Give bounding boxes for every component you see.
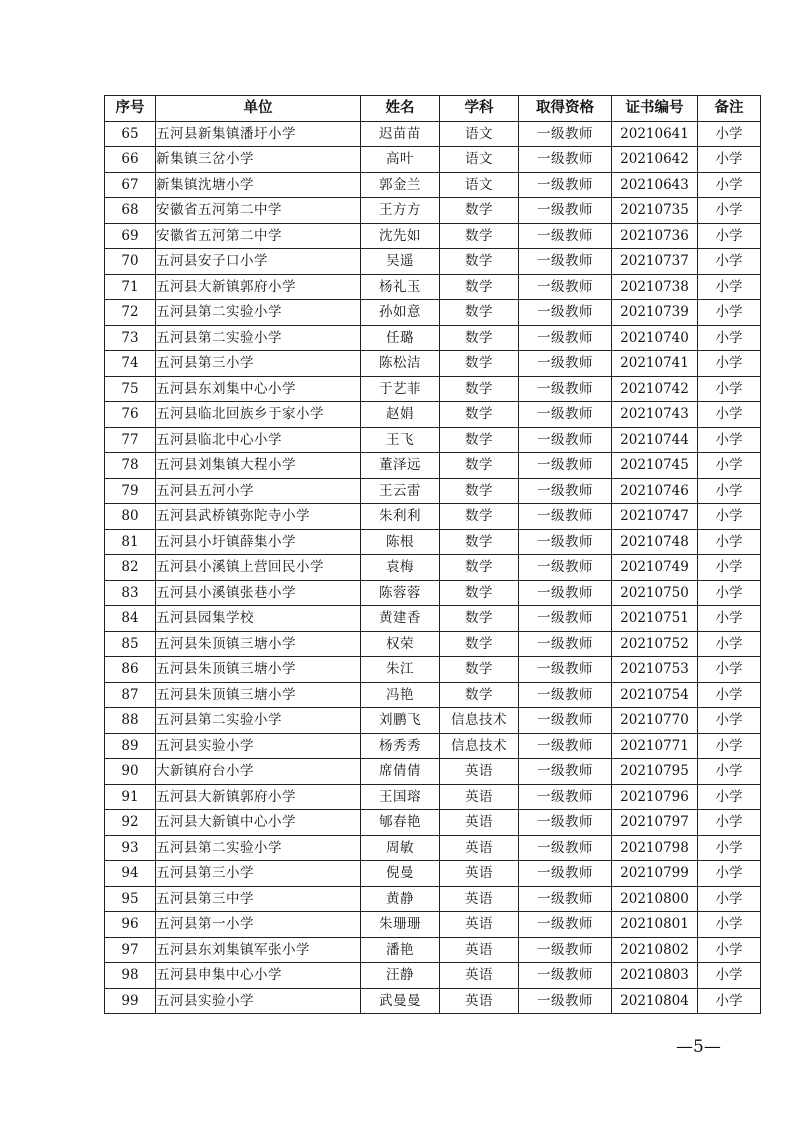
cell-remark: 小学 [698,121,761,147]
cell-seq: 66 [105,147,156,173]
cell-seq: 90 [105,759,156,785]
cell-remark: 小学 [698,172,761,198]
cell-seq: 91 [105,784,156,810]
cell-name: 王云雷 [361,478,440,504]
cell-remark: 小学 [698,733,761,759]
cell-name: 倪曼 [361,861,440,887]
cell-certificate-no: 20210754 [612,682,698,708]
cell-remark: 小学 [698,988,761,1014]
cell-unit: 五河县大新镇郭府小学 [156,274,361,300]
cell-subject: 语文 [440,172,519,198]
cell-certificate-no: 20210737 [612,249,698,275]
cell-remark: 小学 [698,886,761,912]
cell-qualification: 一级教师 [519,249,612,275]
cell-unit: 五河县第二实验小学 [156,835,361,861]
table-row [105,478,761,504]
cell-name: 迟苗苗 [361,121,440,147]
cell-seq: 97 [105,937,156,963]
cell-name: 周敏 [361,835,440,861]
header-row [105,96,761,122]
cell-qualification: 一级教师 [519,861,612,887]
cell-qualification: 一级教师 [519,682,612,708]
cell-subject: 英语 [440,963,519,989]
cell-subject: 数学 [440,300,519,326]
cell-remark: 小学 [698,427,761,453]
cell-seq: 79 [105,478,156,504]
cell-name: 王国瑢 [361,784,440,810]
cell-name: 汪静 [361,963,440,989]
cell-qualification: 一级教师 [519,300,612,326]
cell-unit: 五河县朱顶镇三塘小学 [156,631,361,657]
cell-subject: 数学 [440,453,519,479]
cell-unit: 五河县申集中心小学 [156,963,361,989]
cell-subject: 数学 [440,657,519,683]
cell-seq: 86 [105,657,156,683]
cell-certificate-no: 20210738 [612,274,698,300]
cell-certificate-no: 20210803 [612,963,698,989]
cell-certificate-no: 20210741 [612,351,698,377]
cell-remark: 小学 [698,912,761,938]
cell-unit: 大新镇府台小学 [156,759,361,785]
table-row [105,937,761,963]
cell-remark: 小学 [698,784,761,810]
cell-qualification: 一级教师 [519,351,612,377]
cell-subject: 英语 [440,759,519,785]
cell-unit: 五河县小溪镇张巷小学 [156,580,361,606]
cell-name: 黄静 [361,886,440,912]
cell-seq: 81 [105,529,156,555]
cell-seq: 87 [105,682,156,708]
cell-remark: 小学 [698,376,761,402]
cell-subject: 语文 [440,147,519,173]
cell-qualification: 一级教师 [519,376,612,402]
cell-seq: 71 [105,274,156,300]
cell-unit: 五河县新集镇潘圩小学 [156,121,361,147]
cell-seq: 98 [105,963,156,989]
cell-seq: 80 [105,504,156,530]
table-row [105,172,761,198]
cell-subject: 数学 [440,682,519,708]
page-number: —5— [676,1037,721,1057]
cell-certificate-no: 20210797 [612,810,698,836]
cell-qualification: 一级教师 [519,631,612,657]
cell-unit: 五河县大新镇中心小学 [156,810,361,836]
cell-seq: 95 [105,886,156,912]
cell-remark: 小学 [698,198,761,224]
cell-seq: 96 [105,912,156,938]
cell-remark: 小学 [698,861,761,887]
cell-remark: 小学 [698,835,761,861]
header-qualification: 取得资格 [519,96,612,122]
cell-qualification: 一级教师 [519,504,612,530]
cell-qualification: 一级教师 [519,708,612,734]
table-row [105,249,761,275]
cell-subject: 数学 [440,427,519,453]
cell-subject: 数学 [440,376,519,402]
cell-subject: 数学 [440,351,519,377]
cell-name: 冯艳 [361,682,440,708]
table-row [105,223,761,249]
cell-subject: 数学 [440,198,519,224]
cell-seq: 82 [105,555,156,581]
cell-subject: 数学 [440,402,519,428]
cell-seq: 89 [105,733,156,759]
cell-seq: 93 [105,835,156,861]
cell-certificate-no: 20210746 [612,478,698,504]
cell-name: 杨秀秀 [361,733,440,759]
cell-subject: 英语 [440,810,519,836]
cell-remark: 小学 [698,759,761,785]
cell-name: 吴遥 [361,249,440,275]
cell-name: 王飞 [361,427,440,453]
cell-seq: 65 [105,121,156,147]
cell-qualification: 一级教师 [519,223,612,249]
cell-seq: 92 [105,810,156,836]
header-name: 姓名 [361,96,440,122]
cell-name: 刘鹏飞 [361,708,440,734]
cell-unit: 新集镇沈塘小学 [156,172,361,198]
cell-unit: 五河县大新镇郭府小学 [156,784,361,810]
cell-name: 潘艳 [361,937,440,963]
cell-qualification: 一级教师 [519,963,612,989]
cell-subject: 英语 [440,784,519,810]
cell-certificate-no: 20210753 [612,657,698,683]
cell-unit: 五河县小圩镇薛集小学 [156,529,361,555]
cell-name: 袁梅 [361,555,440,581]
table-row [105,402,761,428]
cell-name: 席倩倩 [361,759,440,785]
cell-unit: 五河县第三中学 [156,886,361,912]
table-row [105,376,761,402]
cell-certificate-no: 20210735 [612,198,698,224]
cell-name: 朱珊珊 [361,912,440,938]
cell-qualification: 一级教师 [519,886,612,912]
cell-certificate-no: 20210642 [612,147,698,173]
cell-certificate-no: 20210804 [612,988,698,1014]
cell-remark: 小学 [698,937,761,963]
table-row [105,606,761,632]
cell-qualification: 一级教师 [519,274,612,300]
cell-name: 陈松洁 [361,351,440,377]
cell-certificate-no: 20210798 [612,835,698,861]
cell-seq: 75 [105,376,156,402]
cell-certificate-no: 20210643 [612,172,698,198]
table-row [105,759,761,785]
cell-subject: 数学 [440,580,519,606]
cell-subject: 信息技术 [440,733,519,759]
cell-certificate-no: 20210796 [612,784,698,810]
cell-unit: 五河县实验小学 [156,733,361,759]
cell-qualification: 一级教师 [519,810,612,836]
cell-remark: 小学 [698,504,761,530]
cell-certificate-no: 20210744 [612,427,698,453]
cell-unit: 五河县第三小学 [156,861,361,887]
teacher-roster-table [104,95,761,1014]
cell-unit: 五河县朱顶镇三塘小学 [156,657,361,683]
table-row [105,274,761,300]
cell-qualification: 一级教师 [519,172,612,198]
table-row [105,555,761,581]
cell-certificate-no: 20210748 [612,529,698,555]
cell-name: 郭金兰 [361,172,440,198]
cell-certificate-no: 20210742 [612,376,698,402]
cell-unit: 新集镇三岔小学 [156,147,361,173]
cell-certificate-no: 20210749 [612,555,698,581]
cell-seq: 72 [105,300,156,326]
cell-qualification: 一级教师 [519,453,612,479]
cell-certificate-no: 20210641 [612,121,698,147]
cell-unit: 五河县朱顶镇三塘小学 [156,682,361,708]
cell-unit: 五河县第二实验小学 [156,708,361,734]
cell-remark: 小学 [698,606,761,632]
cell-seq: 70 [105,249,156,275]
cell-certificate-no: 20210736 [612,223,698,249]
cell-remark: 小学 [698,708,761,734]
cell-qualification: 一级教师 [519,478,612,504]
cell-remark: 小学 [698,223,761,249]
cell-seq: 78 [105,453,156,479]
cell-remark: 小学 [698,478,761,504]
cell-certificate-no: 20210745 [612,453,698,479]
cell-remark: 小学 [698,963,761,989]
cell-unit: 五河县实验小学 [156,988,361,1014]
cell-remark: 小学 [698,402,761,428]
table-row [105,325,761,351]
cell-subject: 英语 [440,988,519,1014]
cell-remark: 小学 [698,810,761,836]
cell-remark: 小学 [698,300,761,326]
table-row [105,861,761,887]
cell-qualification: 一级教师 [519,555,612,581]
table-row [105,835,761,861]
cell-certificate-no: 20210740 [612,325,698,351]
cell-remark: 小学 [698,555,761,581]
cell-subject: 语文 [440,121,519,147]
header-remark: 备注 [698,96,761,122]
cell-qualification: 一级教师 [519,937,612,963]
cell-unit: 五河县第二实验小学 [156,300,361,326]
cell-seq: 88 [105,708,156,734]
header-unit: 单位 [156,96,361,122]
cell-remark: 小学 [698,351,761,377]
cell-seq: 73 [105,325,156,351]
cell-certificate-no: 20210795 [612,759,698,785]
cell-qualification: 一级教师 [519,733,612,759]
cell-name: 于艺菲 [361,376,440,402]
cell-remark: 小学 [698,631,761,657]
table-row [105,300,761,326]
cell-remark: 小学 [698,657,761,683]
cell-qualification: 一级教师 [519,198,612,224]
cell-remark: 小学 [698,249,761,275]
cell-name: 沈先如 [361,223,440,249]
cell-seq: 67 [105,172,156,198]
header-certificate-no: 证书编号 [612,96,698,122]
header-seq: 序号 [105,96,156,122]
cell-qualification: 一级教师 [519,580,612,606]
cell-subject: 英语 [440,886,519,912]
cell-certificate-no: 20210752 [612,631,698,657]
cell-certificate-no: 20210743 [612,402,698,428]
cell-name: 王方方 [361,198,440,224]
cell-subject: 数学 [440,223,519,249]
cell-subject: 数学 [440,631,519,657]
cell-qualification: 一级教师 [519,784,612,810]
table-row [105,529,761,555]
table-row [105,912,761,938]
cell-unit: 五河县第一小学 [156,912,361,938]
cell-qualification: 一级教师 [519,657,612,683]
cell-qualification: 一级教师 [519,147,612,173]
table-row [105,810,761,836]
cell-unit: 五河县第三小学 [156,351,361,377]
table-row [105,427,761,453]
cell-unit: 五河县小溪镇上营回民小学 [156,555,361,581]
cell-unit: 五河县园集学校 [156,606,361,632]
cell-subject: 英语 [440,835,519,861]
cell-seq: 84 [105,606,156,632]
cell-certificate-no: 20210751 [612,606,698,632]
cell-name: 孙如意 [361,300,440,326]
table-body [105,121,761,1014]
cell-name: 任璐 [361,325,440,351]
cell-subject: 数学 [440,504,519,530]
cell-certificate-no: 20210802 [612,937,698,963]
table-row [105,784,761,810]
cell-subject: 数学 [440,606,519,632]
cell-subject: 数学 [440,478,519,504]
cell-certificate-no: 20210750 [612,580,698,606]
header-subject: 学科 [440,96,519,122]
cell-unit: 五河县刘集镇大程小学 [156,453,361,479]
table-row [105,580,761,606]
cell-seq: 94 [105,861,156,887]
cell-seq: 85 [105,631,156,657]
table-row [105,963,761,989]
cell-subject: 数学 [440,249,519,275]
cell-name: 朱江 [361,657,440,683]
table-row [105,733,761,759]
cell-seq: 83 [105,580,156,606]
cell-remark: 小学 [698,529,761,555]
table-row [105,682,761,708]
cell-seq: 69 [105,223,156,249]
table-row [105,657,761,683]
cell-subject: 数学 [440,274,519,300]
cell-certificate-no: 20210799 [612,861,698,887]
cell-unit: 五河县五河小学 [156,478,361,504]
cell-qualification: 一级教师 [519,427,612,453]
cell-name: 陈根 [361,529,440,555]
table-row [105,988,761,1014]
cell-seq: 74 [105,351,156,377]
cell-subject: 数学 [440,529,519,555]
cell-remark: 小学 [698,580,761,606]
cell-qualification: 一级教师 [519,529,612,555]
cell-subject: 英语 [440,937,519,963]
cell-remark: 小学 [698,325,761,351]
cell-unit: 安徽省五河第二中学 [156,198,361,224]
table-row [105,504,761,530]
cell-name: 武曼曼 [361,988,440,1014]
cell-seq: 99 [105,988,156,1014]
cell-seq: 76 [105,402,156,428]
cell-seq: 77 [105,427,156,453]
cell-qualification: 一级教师 [519,988,612,1014]
table-row [105,147,761,173]
cell-certificate-no: 20210770 [612,708,698,734]
cell-name: 陈蓉蓉 [361,580,440,606]
table-row [105,886,761,912]
cell-qualification: 一级教师 [519,912,612,938]
cell-certificate-no: 20210747 [612,504,698,530]
cell-unit: 五河县第二实验小学 [156,325,361,351]
cell-unit: 安徽省五河第二中学 [156,223,361,249]
table-row [105,198,761,224]
cell-unit: 五河县临北回族乡于家小学 [156,402,361,428]
table-row [105,708,761,734]
cell-subject: 信息技术 [440,708,519,734]
cell-name: 董泽远 [361,453,440,479]
cell-qualification: 一级教师 [519,121,612,147]
cell-unit: 五河县武桥镇弥陀寺小学 [156,504,361,530]
cell-certificate-no: 20210800 [612,886,698,912]
cell-name: 杨礼玉 [361,274,440,300]
cell-qualification: 一级教师 [519,606,612,632]
cell-qualification: 一级教师 [519,759,612,785]
cell-name: 郇春艳 [361,810,440,836]
cell-subject: 数学 [440,555,519,581]
cell-name: 权荣 [361,631,440,657]
cell-remark: 小学 [698,274,761,300]
cell-name: 赵娟 [361,402,440,428]
cell-remark: 小学 [698,453,761,479]
cell-unit: 五河县安子口小学 [156,249,361,275]
cell-certificate-no: 20210771 [612,733,698,759]
cell-subject: 数学 [440,325,519,351]
cell-unit: 五河县临北中心小学 [156,427,361,453]
cell-unit: 五河县东刘集镇军张小学 [156,937,361,963]
cell-name: 黄建香 [361,606,440,632]
cell-remark: 小学 [698,682,761,708]
table-row [105,351,761,377]
cell-certificate-no: 20210801 [612,912,698,938]
cell-remark: 小学 [698,147,761,173]
cell-qualification: 一级教师 [519,325,612,351]
cell-seq: 68 [105,198,156,224]
cell-certificate-no: 20210739 [612,300,698,326]
table-header [105,96,761,122]
table-row [105,631,761,657]
cell-qualification: 一级教师 [519,835,612,861]
cell-subject: 英语 [440,861,519,887]
cell-name: 朱利利 [361,504,440,530]
table-row [105,121,761,147]
cell-name: 高叶 [361,147,440,173]
cell-qualification: 一级教师 [519,402,612,428]
cell-unit: 五河县东刘集中心小学 [156,376,361,402]
cell-subject: 英语 [440,912,519,938]
table-row [105,453,761,479]
